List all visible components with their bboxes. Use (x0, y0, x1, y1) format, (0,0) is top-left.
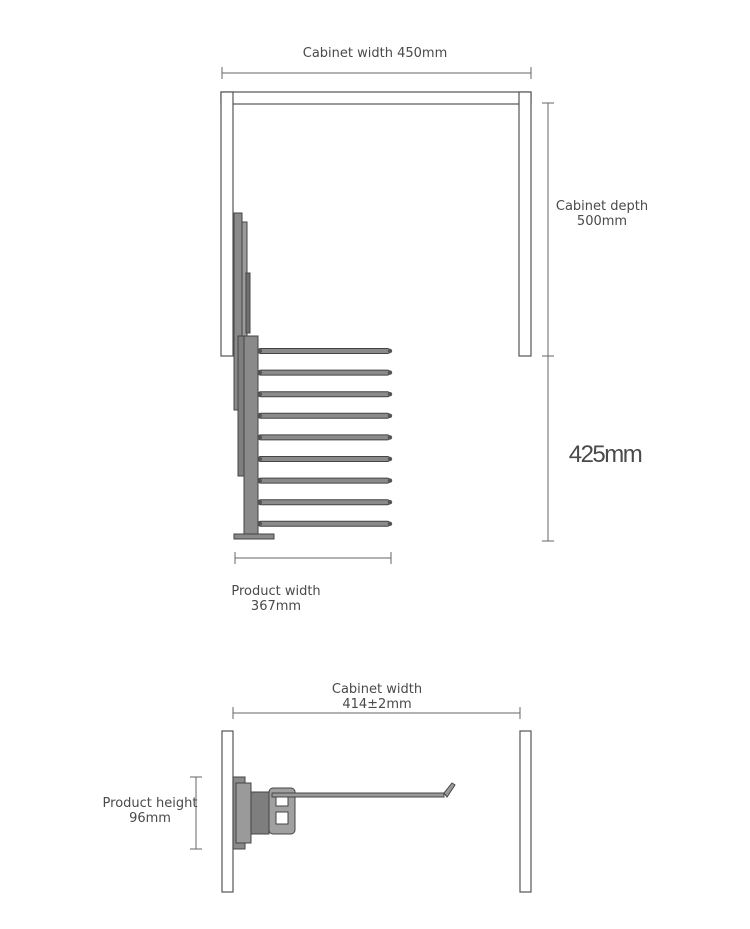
front-cabinet-width-label: Cabinet width (331, 682, 423, 697)
left-side-panel (222, 731, 233, 892)
slide-mechanism (234, 213, 274, 539)
hanging-rail (258, 478, 390, 483)
hanging-rail (258, 457, 390, 462)
product-width-dimension (235, 552, 391, 564)
product-height-dimension (190, 777, 202, 849)
rail-start-cap (258, 479, 262, 483)
rail-end-cap (388, 478, 392, 482)
hanging-rail (258, 500, 390, 505)
hanging-rail (258, 521, 390, 526)
cabinet-outline (221, 92, 531, 356)
rail-start-cap (258, 457, 262, 461)
rail-end-cap (388, 500, 392, 504)
extension-value: 425mm (568, 441, 642, 468)
front-cabinet-width-value: 414±2mm (342, 697, 412, 712)
rail-start-cap (258, 414, 262, 418)
product-width-value: 367mm (250, 599, 302, 614)
rail-end-cap (388, 522, 392, 526)
hanging-rail (258, 435, 390, 440)
extension-dimension (542, 356, 554, 541)
cabinet-depth-value: 500mm (576, 214, 628, 229)
rail-start-cap (258, 392, 262, 396)
product-height-value: 96mm (129, 811, 171, 826)
rail-start-cap (258, 435, 262, 439)
top-view (221, 67, 554, 564)
rail-end-cap (388, 435, 392, 439)
cabinet-depth-label: Cabinet depth (555, 199, 649, 214)
rail-start-cap (258, 371, 262, 375)
product-width-label: Product width (231, 584, 321, 599)
cabinet-depth-dimension (542, 103, 554, 356)
product-height-label: Product height (102, 796, 198, 811)
rail-end-cap (388, 349, 392, 353)
rail-end-cap (388, 414, 392, 418)
rail-start-cap (258, 349, 262, 353)
rail-start-cap (258, 500, 262, 504)
rail-start-cap (258, 522, 262, 526)
rail-end-cap (388, 392, 392, 396)
hanging-rail (258, 349, 390, 354)
cabinet-width-label: Cabinet width 450mm (302, 46, 448, 61)
rail-end-cap (388, 370, 392, 374)
rail-end-cap (388, 457, 392, 461)
right-side-panel (520, 731, 531, 892)
mounting-bracket (233, 777, 295, 849)
front-view (190, 707, 531, 892)
cabinet-width-dimension (222, 67, 531, 79)
hanging-rail (258, 413, 390, 418)
hanging-rail (258, 392, 390, 397)
front-rail (272, 783, 455, 797)
rail-group (258, 349, 392, 527)
hanging-rail (258, 370, 390, 375)
